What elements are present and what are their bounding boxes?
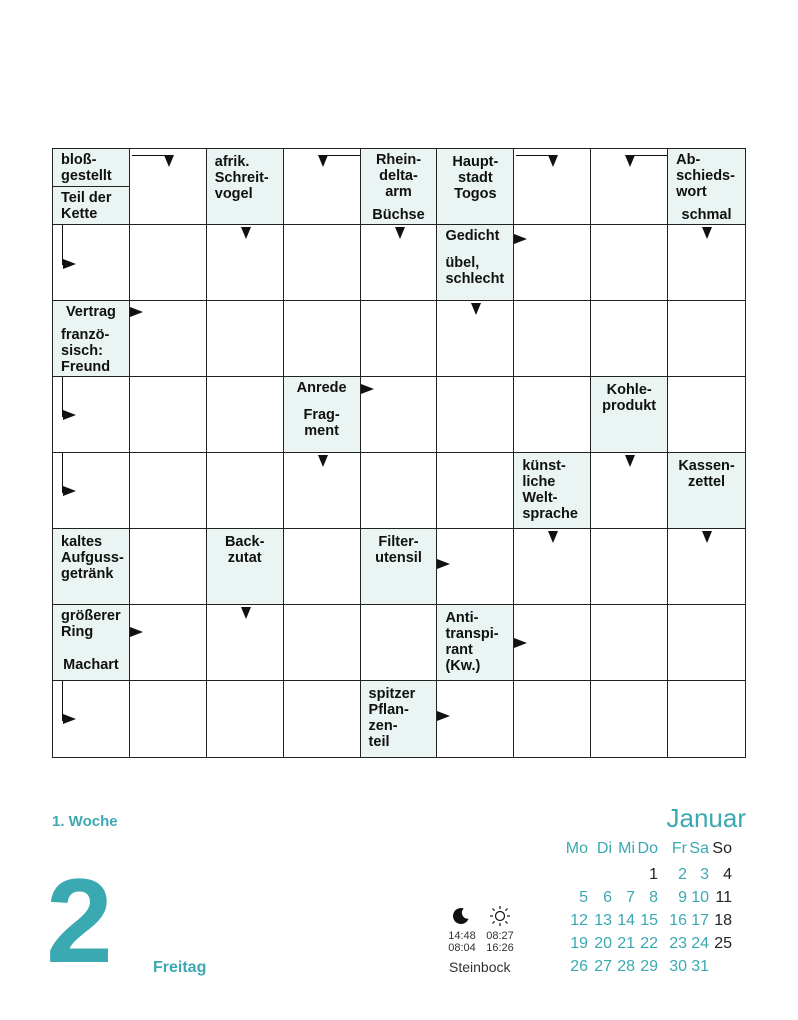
grid-cell[interactable]: [668, 681, 745, 757]
grid-cell[interactable]: [514, 605, 591, 681]
grid-cell[interactable]: [591, 681, 668, 757]
grid-cell[interactable]: [53, 453, 130, 529]
calendar-day[interactable]: 22: [640, 935, 658, 952]
clue-schmal: schmal: [668, 204, 745, 224]
grid-cell[interactable]: [361, 301, 438, 377]
grid-cell[interactable]: [130, 605, 207, 681]
grid-cell[interactable]: [130, 301, 207, 377]
grid-cell[interactable]: [207, 377, 284, 453]
calendar-day[interactable]: 24: [691, 935, 709, 952]
grid-cell[interactable]: [591, 301, 668, 377]
grid-cell[interactable]: [207, 605, 284, 681]
arrow-down-icon: [164, 155, 174, 167]
grid-cell[interactable]: [207, 149, 284, 225]
grid-cell[interactable]: [514, 453, 591, 529]
grid-cell[interactable]: [361, 681, 438, 757]
arrow-down-icon: [702, 227, 712, 239]
clue-hauptstadt-togos: Haupt- stadt Togos: [437, 149, 513, 224]
clue-fragment: Frag- ment: [284, 404, 360, 452]
arrow-stem: [324, 155, 360, 156]
clue-filterutensil: Filter- utensil: [361, 529, 437, 604]
clue-teil-der-kette: Teil der Kette: [53, 187, 129, 224]
clue-kuenstliche-weltsprache: künst- liche Welt- sprache: [514, 453, 590, 528]
grid-cell[interactable]: [437, 149, 514, 225]
calendar-day[interactable]: 23: [669, 935, 687, 952]
grid-cell[interactable]: [361, 225, 438, 301]
grid-cell[interactable]: [361, 453, 438, 529]
sun-icon: [489, 905, 511, 927]
arrow-right-icon: [130, 307, 143, 317]
sun-set: 16:26: [486, 942, 514, 954]
grid-cell[interactable]: [514, 301, 591, 377]
arrow-down-icon: [548, 531, 558, 543]
grid-cell[interactable]: [437, 529, 514, 605]
grid-cell[interactable]: [514, 529, 591, 605]
grid-cell[interactable]: [668, 605, 745, 681]
calendar-day[interactable]: 8: [649, 889, 658, 906]
arrow-down-icon: [625, 455, 635, 467]
grid-cell[interactable]: [668, 301, 745, 377]
arrow-down-icon: [625, 155, 635, 167]
grid-cell[interactable]: [437, 301, 514, 377]
clue-abschiedswort: Ab- schieds- wort: [668, 149, 745, 205]
grid-cell[interactable]: [284, 453, 361, 529]
calendar-day[interactable]: 14: [617, 912, 635, 929]
grid-cell[interactable]: [284, 149, 361, 225]
grid-cell[interactable]: [284, 681, 361, 757]
calendar-weekday-header: Mo: [565, 840, 588, 857]
grid-cell[interactable]: [514, 681, 591, 757]
grid-cell[interactable]: [207, 681, 284, 757]
calendar-day[interactable]: 31: [691, 958, 709, 975]
zodiac-sign: Steinbock: [449, 959, 511, 975]
grid-cell[interactable]: [591, 529, 668, 605]
grid-cell[interactable]: [130, 377, 207, 453]
calendar-day[interactable]: 13: [594, 912, 612, 929]
calendar-day[interactable]: 17: [691, 912, 709, 929]
clue-buechse: Büchse: [361, 204, 437, 224]
grid-cell[interactable]: [53, 301, 130, 377]
arrow-right-icon: [361, 384, 374, 394]
day-number: 2: [46, 854, 113, 988]
calendar-day[interactable]: 11: [715, 889, 732, 906]
grid-cell[interactable]: [668, 377, 745, 453]
grid-cell[interactable]: [591, 149, 668, 225]
calendar-day[interactable]: 26: [570, 958, 588, 975]
grid-cell[interactable]: [130, 681, 207, 757]
grid-cell[interactable]: [130, 225, 207, 301]
grid-cell[interactable]: [668, 529, 745, 605]
arrow-right-icon: [514, 234, 527, 244]
grid-cell[interactable]: [668, 149, 745, 225]
arrow-down-icon: [702, 531, 712, 543]
grid-cell[interactable]: [207, 529, 284, 605]
grid-cell[interactable]: [53, 149, 130, 225]
grid-cell[interactable]: [514, 377, 591, 453]
arrow-right-icon: [63, 259, 76, 269]
clue-kassenzettel: Kassen- zettel: [668, 453, 745, 528]
calendar-day[interactable]: 2: [678, 866, 687, 883]
grid-cell[interactable]: [591, 605, 668, 681]
arrow-right-icon: [63, 486, 76, 496]
arrow-stem: [516, 155, 550, 156]
arrow-down-icon: [471, 303, 481, 315]
calendar-weekday-header: So: [712, 840, 732, 857]
grid-cell[interactable]: [53, 681, 130, 757]
grid-cell[interactable]: [207, 225, 284, 301]
calendar-day[interactable]: 30: [669, 958, 687, 975]
moon-rise: 14:48: [448, 930, 476, 942]
grid-cell[interactable]: [514, 225, 591, 301]
calendar-weekday-header: Di: [596, 840, 612, 857]
clue-vertrag: Vertrag: [53, 301, 129, 325]
grid-cell[interactable]: [591, 453, 668, 529]
calendar-day[interactable]: 19: [570, 935, 588, 952]
calendar-day[interactable]: 27: [594, 958, 612, 975]
grid-cell[interactable]: [130, 453, 207, 529]
clue-afrik-schreitvogel: afrik. Schreit- vogel: [207, 149, 283, 224]
grid-cell[interactable]: [591, 377, 668, 453]
grid-cell[interactable]: [53, 529, 130, 605]
crossword-grid: [52, 148, 746, 758]
weekday-label: Freitag: [153, 959, 207, 976]
clue-machart: Machart: [53, 654, 129, 680]
calendar-day[interactable]: 29: [640, 958, 658, 975]
arrow-right-icon: [63, 714, 76, 724]
clue-kaltes-aufgussgetraenk: kaltes Aufguss- getränk: [53, 529, 129, 604]
grid-cell[interactable]: [53, 225, 130, 301]
calendar-weekday-header: Do: [637, 840, 658, 857]
calendar-day[interactable]: 18: [714, 912, 732, 929]
grid-cell[interactable]: [284, 377, 361, 453]
grid-cell[interactable]: [284, 605, 361, 681]
arrow-right-icon: [130, 627, 143, 637]
clue-backzutat: Back- zutat: [207, 529, 283, 604]
moon-icon: [452, 907, 470, 925]
grid-cell[interactable]: [591, 225, 668, 301]
calendar-day[interactable]: 28: [617, 958, 635, 975]
clue-rheindeltaarm: Rhein- delta- arm: [361, 149, 437, 205]
calendar-day[interactable]: 16: [669, 912, 687, 929]
grid-cell[interactable]: [668, 225, 745, 301]
arrow-down-icon: [318, 455, 328, 467]
moon-set: 08:04: [448, 942, 476, 954]
month-title: Januar: [666, 803, 746, 833]
grid-cell[interactable]: [130, 529, 207, 605]
clue-uebel-schlecht: übel, schlecht: [437, 252, 513, 300]
clue-kohleprodukt: Kohle- produkt: [591, 377, 667, 452]
grid-cell[interactable]: [668, 453, 745, 529]
arrow-stem: [132, 155, 166, 156]
calendar-day[interactable]: 20: [594, 935, 612, 952]
grid-cell[interactable]: [284, 225, 361, 301]
grid-cell[interactable]: [437, 605, 514, 681]
grid-cell[interactable]: [361, 529, 438, 605]
clue-anrede: Anrede: [284, 377, 360, 405]
grid-cell[interactable]: [361, 377, 438, 453]
moon-times: [446, 930, 478, 954]
grid-cell[interactable]: [361, 149, 438, 225]
grid-cell[interactable]: [437, 377, 514, 453]
week-label: 1. Woche: [52, 813, 118, 830]
arrow-down-icon: [548, 155, 558, 167]
clue-blossgestellt: bloß- gestellt: [53, 149, 129, 186]
grid-cell[interactable]: [437, 453, 514, 529]
calendar-day[interactable]: 10: [691, 889, 709, 906]
clue-antitranspirant: Anti- transpi- rant (Kw.): [437, 605, 513, 680]
calendar-day[interactable]: 7: [626, 889, 635, 906]
clue-groesserer-ring: größerer Ring: [53, 605, 129, 655]
arrow-down-icon: [318, 155, 328, 167]
arrow-down-icon: [241, 227, 251, 239]
grid-cell[interactable]: [53, 605, 130, 681]
grid-cell[interactable]: [207, 453, 284, 529]
grid-cell[interactable]: [437, 225, 514, 301]
calendar-weekday-header: Sa: [689, 840, 709, 857]
grid-cell[interactable]: [437, 681, 514, 757]
arrow-right-icon: [514, 638, 527, 648]
calendar-day[interactable]: 5: [579, 889, 588, 906]
calendar-day[interactable]: 6: [603, 889, 612, 906]
sun-times: [484, 930, 516, 954]
grid-cell[interactable]: [53, 377, 130, 453]
calendar-day[interactable]: 9: [678, 889, 687, 906]
calendar-weekday-header: Mi: [618, 840, 635, 857]
arrow-right-icon: [437, 559, 450, 569]
grid-cell[interactable]: [514, 149, 591, 225]
calendar-day[interactable]: 12: [570, 912, 588, 929]
arrow-right-icon: [63, 410, 76, 420]
grid-cell[interactable]: [361, 605, 438, 681]
sun-rise: 08:27: [486, 930, 514, 942]
calendar-day[interactable]: 4: [723, 866, 732, 883]
calendar-day[interactable]: 1: [649, 866, 658, 883]
clue-franzoesisch-freund: franzö- sisch: Freund: [53, 324, 129, 376]
arrow-stem: [631, 155, 667, 156]
clue-spitzer-pflanzenteil: spitzer Pflan- zen- teil: [361, 681, 437, 757]
calendar-weekday-header: Fr: [671, 840, 687, 857]
calendar-day[interactable]: 21: [617, 935, 635, 952]
clue-gedicht: Gedicht: [437, 225, 513, 253]
calendar-day[interactable]: 3: [700, 866, 709, 883]
grid-cell[interactable]: [207, 301, 284, 377]
grid-cell[interactable]: [284, 301, 361, 377]
grid-cell[interactable]: [130, 149, 207, 225]
arrow-down-icon: [241, 607, 251, 619]
calendar-day[interactable]: 25: [714, 935, 732, 952]
arrow-right-icon: [437, 711, 450, 721]
arrow-down-icon: [395, 227, 405, 239]
grid-cell[interactable]: [284, 529, 361, 605]
calendar-day[interactable]: 15: [640, 912, 658, 929]
